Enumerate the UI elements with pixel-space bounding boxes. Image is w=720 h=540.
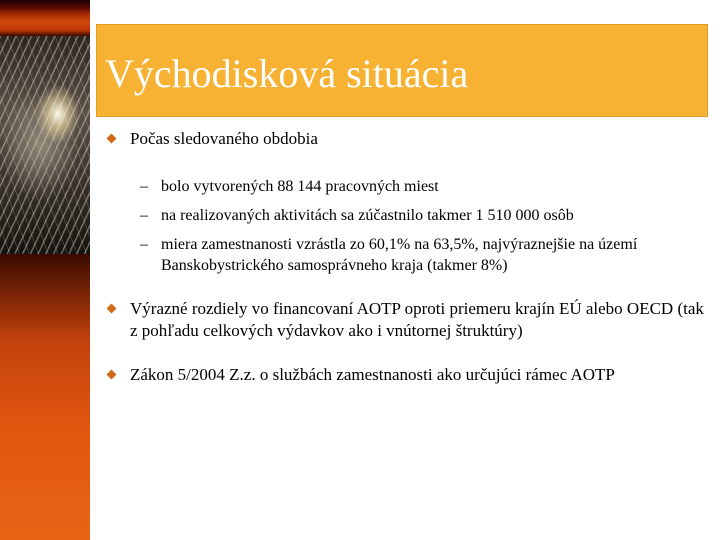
bullet-text: Zákon 5/2004 Z.z. o službách zamestnanosti ako určujúci rámec AOTP	[130, 365, 615, 384]
dash-bullet: –	[140, 207, 148, 224]
diamond-bullet-icon	[107, 304, 117, 314]
slide-title: Východisková situácia	[105, 51, 469, 96]
left-decorative-strip	[0, 0, 90, 540]
dash-bullet: –	[140, 236, 148, 253]
sub-bullet-item	[108, 176, 712, 197]
bullet-item	[108, 298, 712, 342]
sub-bullet-item	[108, 234, 712, 276]
bullet-text: Výrazné rozdiely vo financovaní AOTP oproti priemeru krajín EÚ alebo OECD (tak z pohľadu celkových výdavkov ako i vnútornej štruktúry)	[130, 299, 704, 340]
diamond-bullet-icon	[107, 370, 117, 380]
spacer	[108, 164, 712, 176]
dash-bullet: –	[140, 178, 148, 195]
sub-bullet-item	[108, 205, 712, 226]
orange-gradient-panel	[0, 254, 90, 540]
bullet-item	[108, 128, 712, 150]
slide-content	[108, 128, 712, 400]
sub-bullet-text: na realizovaných aktivitách sa zúčastnilo takmer 1 510 000 osôb	[161, 207, 574, 224]
sub-bullet-text: miera zamestnanosti vzrástla zo 60,1% na 63,5%, najvýraznejšie na území Banskobystrického samosprávneho kraja (takmer 8%)	[161, 236, 638, 274]
sub-bullet-text: bolo vytvorených 88 144 pracovných miest	[161, 178, 439, 195]
diamond-bullet-icon	[107, 134, 117, 144]
bullet-item	[108, 364, 712, 386]
welding-sparks-photo	[0, 36, 90, 254]
title-banner	[96, 24, 708, 117]
bullet-text: Počas sledovaného obdobia	[130, 129, 318, 148]
